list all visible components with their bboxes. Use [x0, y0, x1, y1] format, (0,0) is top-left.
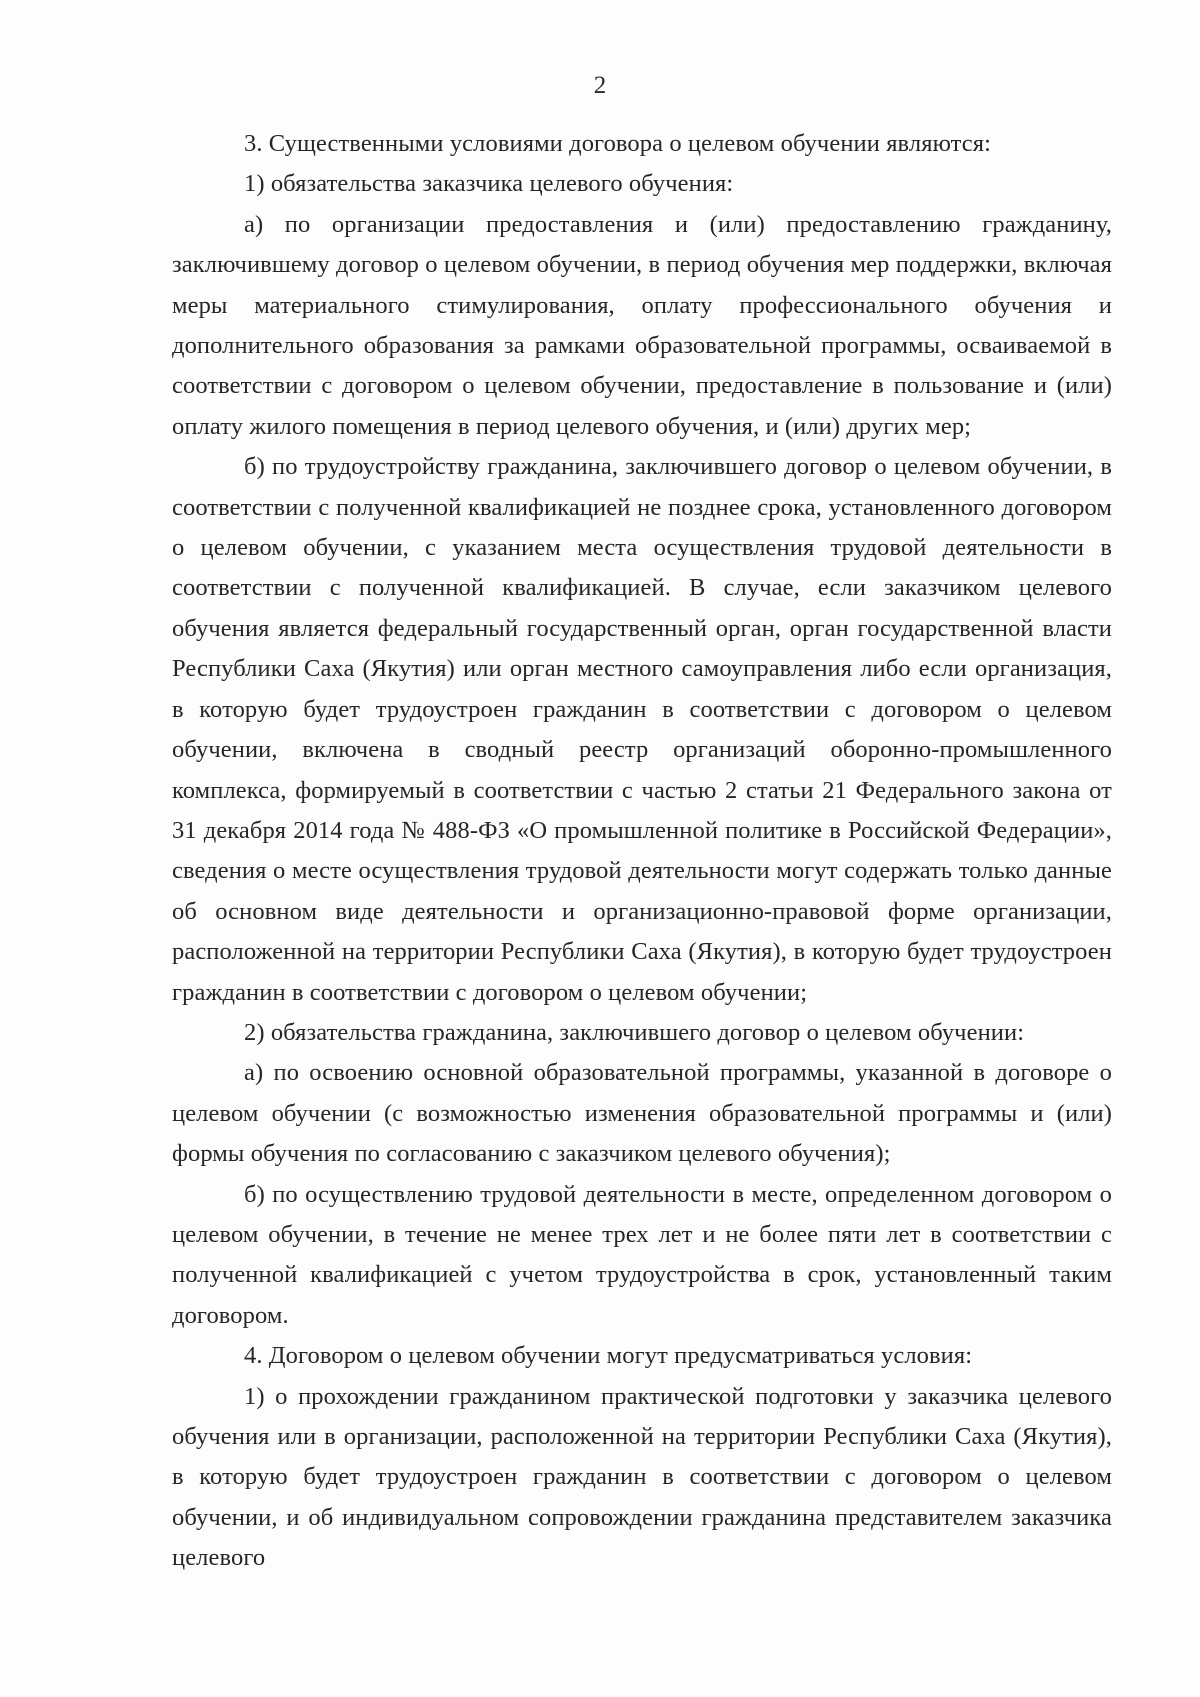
paragraph-item-2b: б) по осуществлению трудовой деятельности в месте, определенном договором о целевом обучении, в течение не менее трех лет и не более пяти лет в соответствии с полученной квалификацией с учетом трудоустройства в срок, установленный таким договором.	[172, 1180, 1112, 1329]
paragraph-item-2: 2) обязательства гражданина, заключившего договор о целевом обучении:	[244, 1018, 1025, 1046]
paragraph-section-4: 4. Договором о целевом обучении могут предусматриваться условия:	[244, 1342, 973, 1370]
page-number: 2	[593, 72, 607, 99]
paragraph-section-4-item-1: 1) о прохождении гражданином практической подготовки у заказчика целевого обучения или в организации, расположенной на территории Республики Саха (Якутия), в которую будет трудоустроен гражданин в соответствии с договором о целевом обучении, и об индивидуальном сопровождении гражданина представителем заказчика целевого	[172, 1382, 1112, 1572]
paragraph-item-1a: а) по организации предоставления и (или) предоставлению гражданину, заключившему договор о целевом обучении, в период обучения мер поддержки, включая меры материального стимулирования, оплату профессионального обучения и дополнительного образования за рамками образовательной программы, осваиваемой в соответствии с договором о целевом обучении, предоставление в пользование и (или) оплату жилого помещения в период целевого обучения, и (или) других мер;	[172, 210, 1112, 440]
paragraph-section-3: 3. Существенными условиями договора о целевом обучении являются:	[244, 130, 992, 157]
paragraph-item-2a: а) по освоению основной образовательной программы, указанной в договоре о целевом обучении (с возможностью изменения образовательной программы и (или) формы обучения по согласованию с заказчиком целевого обучения);	[172, 1059, 1112, 1168]
document-body	[172, 124, 1112, 1579]
paragraph-item-1: 1) обязательства заказчика целевого обучения:	[244, 170, 734, 198]
paragraph-item-1b: б) по трудоустройству гражданина, заключившего договор о целевом обучении, в соответствии с полученной квалификацией не позднее срока, установленного договором о целевом обучении, с указанием места осуществления трудовой деятельности в соответствии с полученной квалификацией. В случае, если заказчиком целевого обучения является федеральный государственный орган, орган государственной власти Республики Саха (Якутия) или орган местного самоуправления либо если организация, в которую будет трудоустроен гражданин в соответствии с договором о целевом обучении, включена в сводный реестр организаций оборонно-промышленного комплекса, формируемый в соответствии с частью 2 статьи 21 Федерального закона от 31 декабря 2014 года № 488-ФЗ «О промышленной политике в Российской Федерации», сведения о месте осуществления трудовой деятельности могут содержать только данные об основном виде деятельности и организационно-правовой форме организации, расположенной на территории Республики Саха (Якутия), в которую будет трудоустроен гражданин в соответствии с договором о целевом обучении;	[172, 453, 1112, 1006]
